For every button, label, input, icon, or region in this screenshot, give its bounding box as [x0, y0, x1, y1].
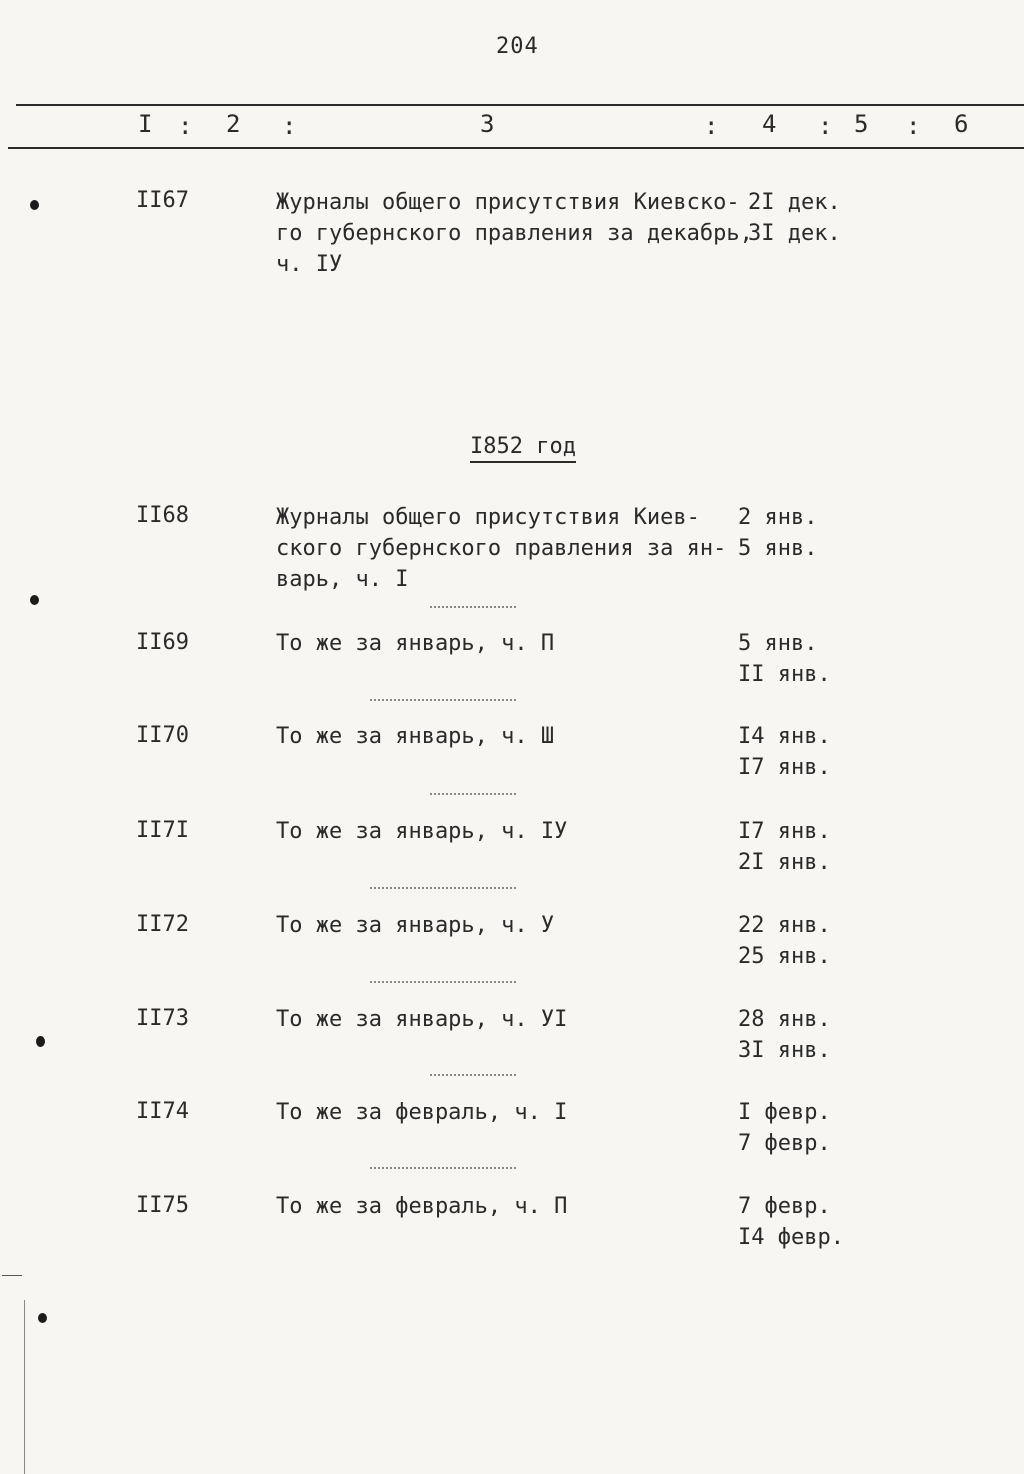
separator-dots [430, 606, 516, 610]
entry-date-start: I7 янв. [738, 819, 831, 844]
column-header-4: 4 [762, 110, 777, 138]
page-number: 204 [496, 34, 539, 59]
binder-hole-mark [30, 595, 39, 605]
entry-title-line: ского губернского правления за ян- [276, 536, 727, 561]
binder-hole-mark [30, 200, 39, 210]
margin-line [2, 1275, 22, 1276]
entry-date-start: I4 янв. [738, 724, 831, 749]
entry-date-start: 28 янв. [738, 1007, 831, 1032]
column-header-2: 2 [226, 110, 241, 138]
entry-title-line: То же за январь, ч. У [276, 913, 555, 938]
entry-number: II69 [136, 630, 189, 655]
entry-title-line: То же за февраль, ч. П [276, 1194, 568, 1219]
entry-number: II73 [136, 1006, 189, 1031]
column-header-1: I [138, 110, 153, 138]
entry-date-end: 5 янв. [738, 536, 818, 561]
entry-title-line: То же за январь, ч. П [276, 631, 555, 656]
binder-hole-mark [38, 1313, 47, 1323]
entry-date-end: 2I янв. [738, 850, 831, 875]
separator-dots [370, 887, 516, 891]
entry-title-line: То же за январь, ч. IУ [276, 819, 568, 844]
entry-date-end: I7 янв. [738, 755, 831, 780]
entry-date-start: I февр. [738, 1100, 831, 1125]
separator-dots [370, 1167, 516, 1171]
separator-dots [370, 981, 516, 985]
margin-line [24, 1300, 25, 1474]
entry-date-end: 25 янв. [738, 944, 831, 969]
entry-title-line: Журналы общего присутствия Киев- [276, 505, 700, 530]
entry-number: II70 [136, 723, 189, 748]
year-heading: I852 год [470, 434, 576, 463]
entry-number: II7I [136, 818, 189, 843]
column-header-6: 6 [954, 110, 969, 138]
entry-date-start: 2 янв. [738, 505, 818, 530]
entry-number: II74 [136, 1099, 189, 1124]
entry-number: II67 [136, 188, 189, 213]
column-separator: : [282, 112, 297, 140]
entry-title-line: То же за январь, ч. УI [276, 1007, 568, 1032]
entry-number: II75 [136, 1193, 189, 1218]
entry-title-line: варь, ч. I [276, 567, 409, 592]
header-top-rule [16, 104, 1024, 106]
separator-dots [430, 793, 516, 797]
entry-title-line: То же за февраль, ч. I [276, 1100, 568, 1125]
entry-title-line: го губернского правления за декабрь, [276, 221, 753, 246]
binder-hole-mark [36, 1036, 45, 1047]
entry-title-line: Журналы общего присутствия Киевско- [276, 190, 740, 215]
entry-title-line: ч. IУ [276, 252, 343, 277]
entry-date-start: 7 февр. [738, 1194, 831, 1219]
entry-date-end: II янв. [738, 662, 831, 687]
separator-dots [430, 1074, 516, 1078]
column-separator: : [818, 112, 833, 140]
entry-date-end: 3I янв. [738, 1038, 831, 1063]
entry-date-end: I4 февр. [738, 1225, 844, 1250]
header-bottom-rule [8, 147, 1024, 149]
column-header-3: 3 [480, 110, 495, 138]
column-separator: : [178, 112, 193, 140]
separator-dots [370, 699, 516, 703]
entry-date-end: 7 февр. [738, 1131, 831, 1156]
column-header-5: 5 [854, 110, 869, 138]
entry-date-start: 5 янв. [738, 631, 818, 656]
entry-date-end: 3I дек. [748, 221, 841, 246]
entry-date-start: 22 янв. [738, 913, 831, 938]
entry-number: II68 [136, 503, 189, 528]
entry-date-start: 2I дек. [748, 190, 841, 215]
entry-number: II72 [136, 912, 189, 937]
column-separator: : [906, 112, 921, 140]
entry-title-line: То же за январь, ч. Ш [276, 724, 555, 749]
column-separator: : [704, 112, 719, 140]
